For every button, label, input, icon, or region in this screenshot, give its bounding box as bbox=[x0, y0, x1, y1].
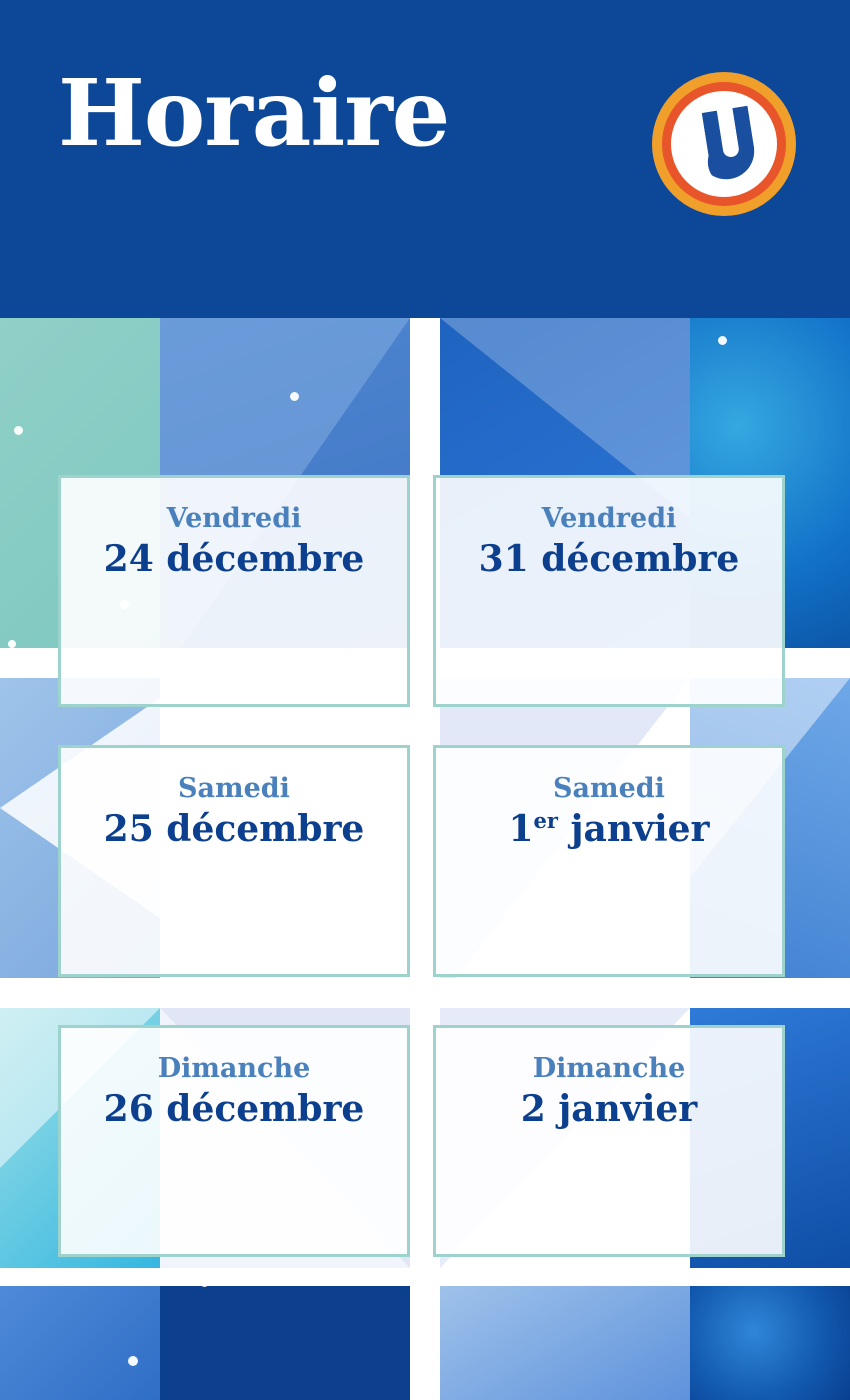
u-logo bbox=[650, 70, 798, 218]
card-day-label: Dimanche bbox=[532, 1053, 686, 1084]
schedule-card bbox=[58, 475, 410, 707]
card-date-number: 1 bbox=[508, 808, 534, 850]
collage-tile bbox=[160, 1286, 410, 1400]
schedule-card bbox=[433, 745, 785, 977]
schedule-card bbox=[58, 1025, 410, 1257]
schedule-card bbox=[433, 475, 785, 707]
page-title: Horaire bbox=[58, 59, 450, 167]
card-date-label: 31 décembre bbox=[478, 538, 740, 580]
collage-tile bbox=[440, 1286, 690, 1400]
card-day-label: Samedi bbox=[178, 773, 290, 804]
card-date-ordinal: er bbox=[533, 808, 558, 833]
decorative-dot bbox=[290, 392, 299, 401]
card-day-label: Samedi bbox=[553, 773, 665, 804]
decorative-dot bbox=[14, 426, 23, 435]
decorative-dot bbox=[718, 336, 727, 345]
card-date-label: 26 décembre bbox=[103, 1088, 365, 1130]
card-date-label: 24 décembre bbox=[103, 538, 365, 580]
decorative-dot bbox=[8, 640, 16, 648]
card-date-label: 2 janvier bbox=[520, 1088, 698, 1130]
collage-tile bbox=[690, 1286, 850, 1400]
card-date-month: janvier bbox=[557, 808, 710, 850]
collage-tile bbox=[0, 1286, 160, 1400]
collage-gutter bbox=[0, 978, 850, 1008]
card-day-label: Dimanche bbox=[157, 1053, 311, 1084]
schedule-card bbox=[433, 1025, 785, 1257]
schedule-card bbox=[58, 745, 410, 977]
poster-header bbox=[0, 0, 850, 318]
decorative-dot bbox=[128, 1356, 138, 1366]
collage-gutter bbox=[0, 1268, 850, 1286]
card-day-label: Vendredi bbox=[166, 503, 302, 534]
card-date-label bbox=[436, 808, 782, 850]
card-date-label: 25 décembre bbox=[103, 808, 365, 850]
decorative-dot bbox=[200, 1278, 209, 1287]
card-day-label: Vendredi bbox=[541, 503, 677, 534]
